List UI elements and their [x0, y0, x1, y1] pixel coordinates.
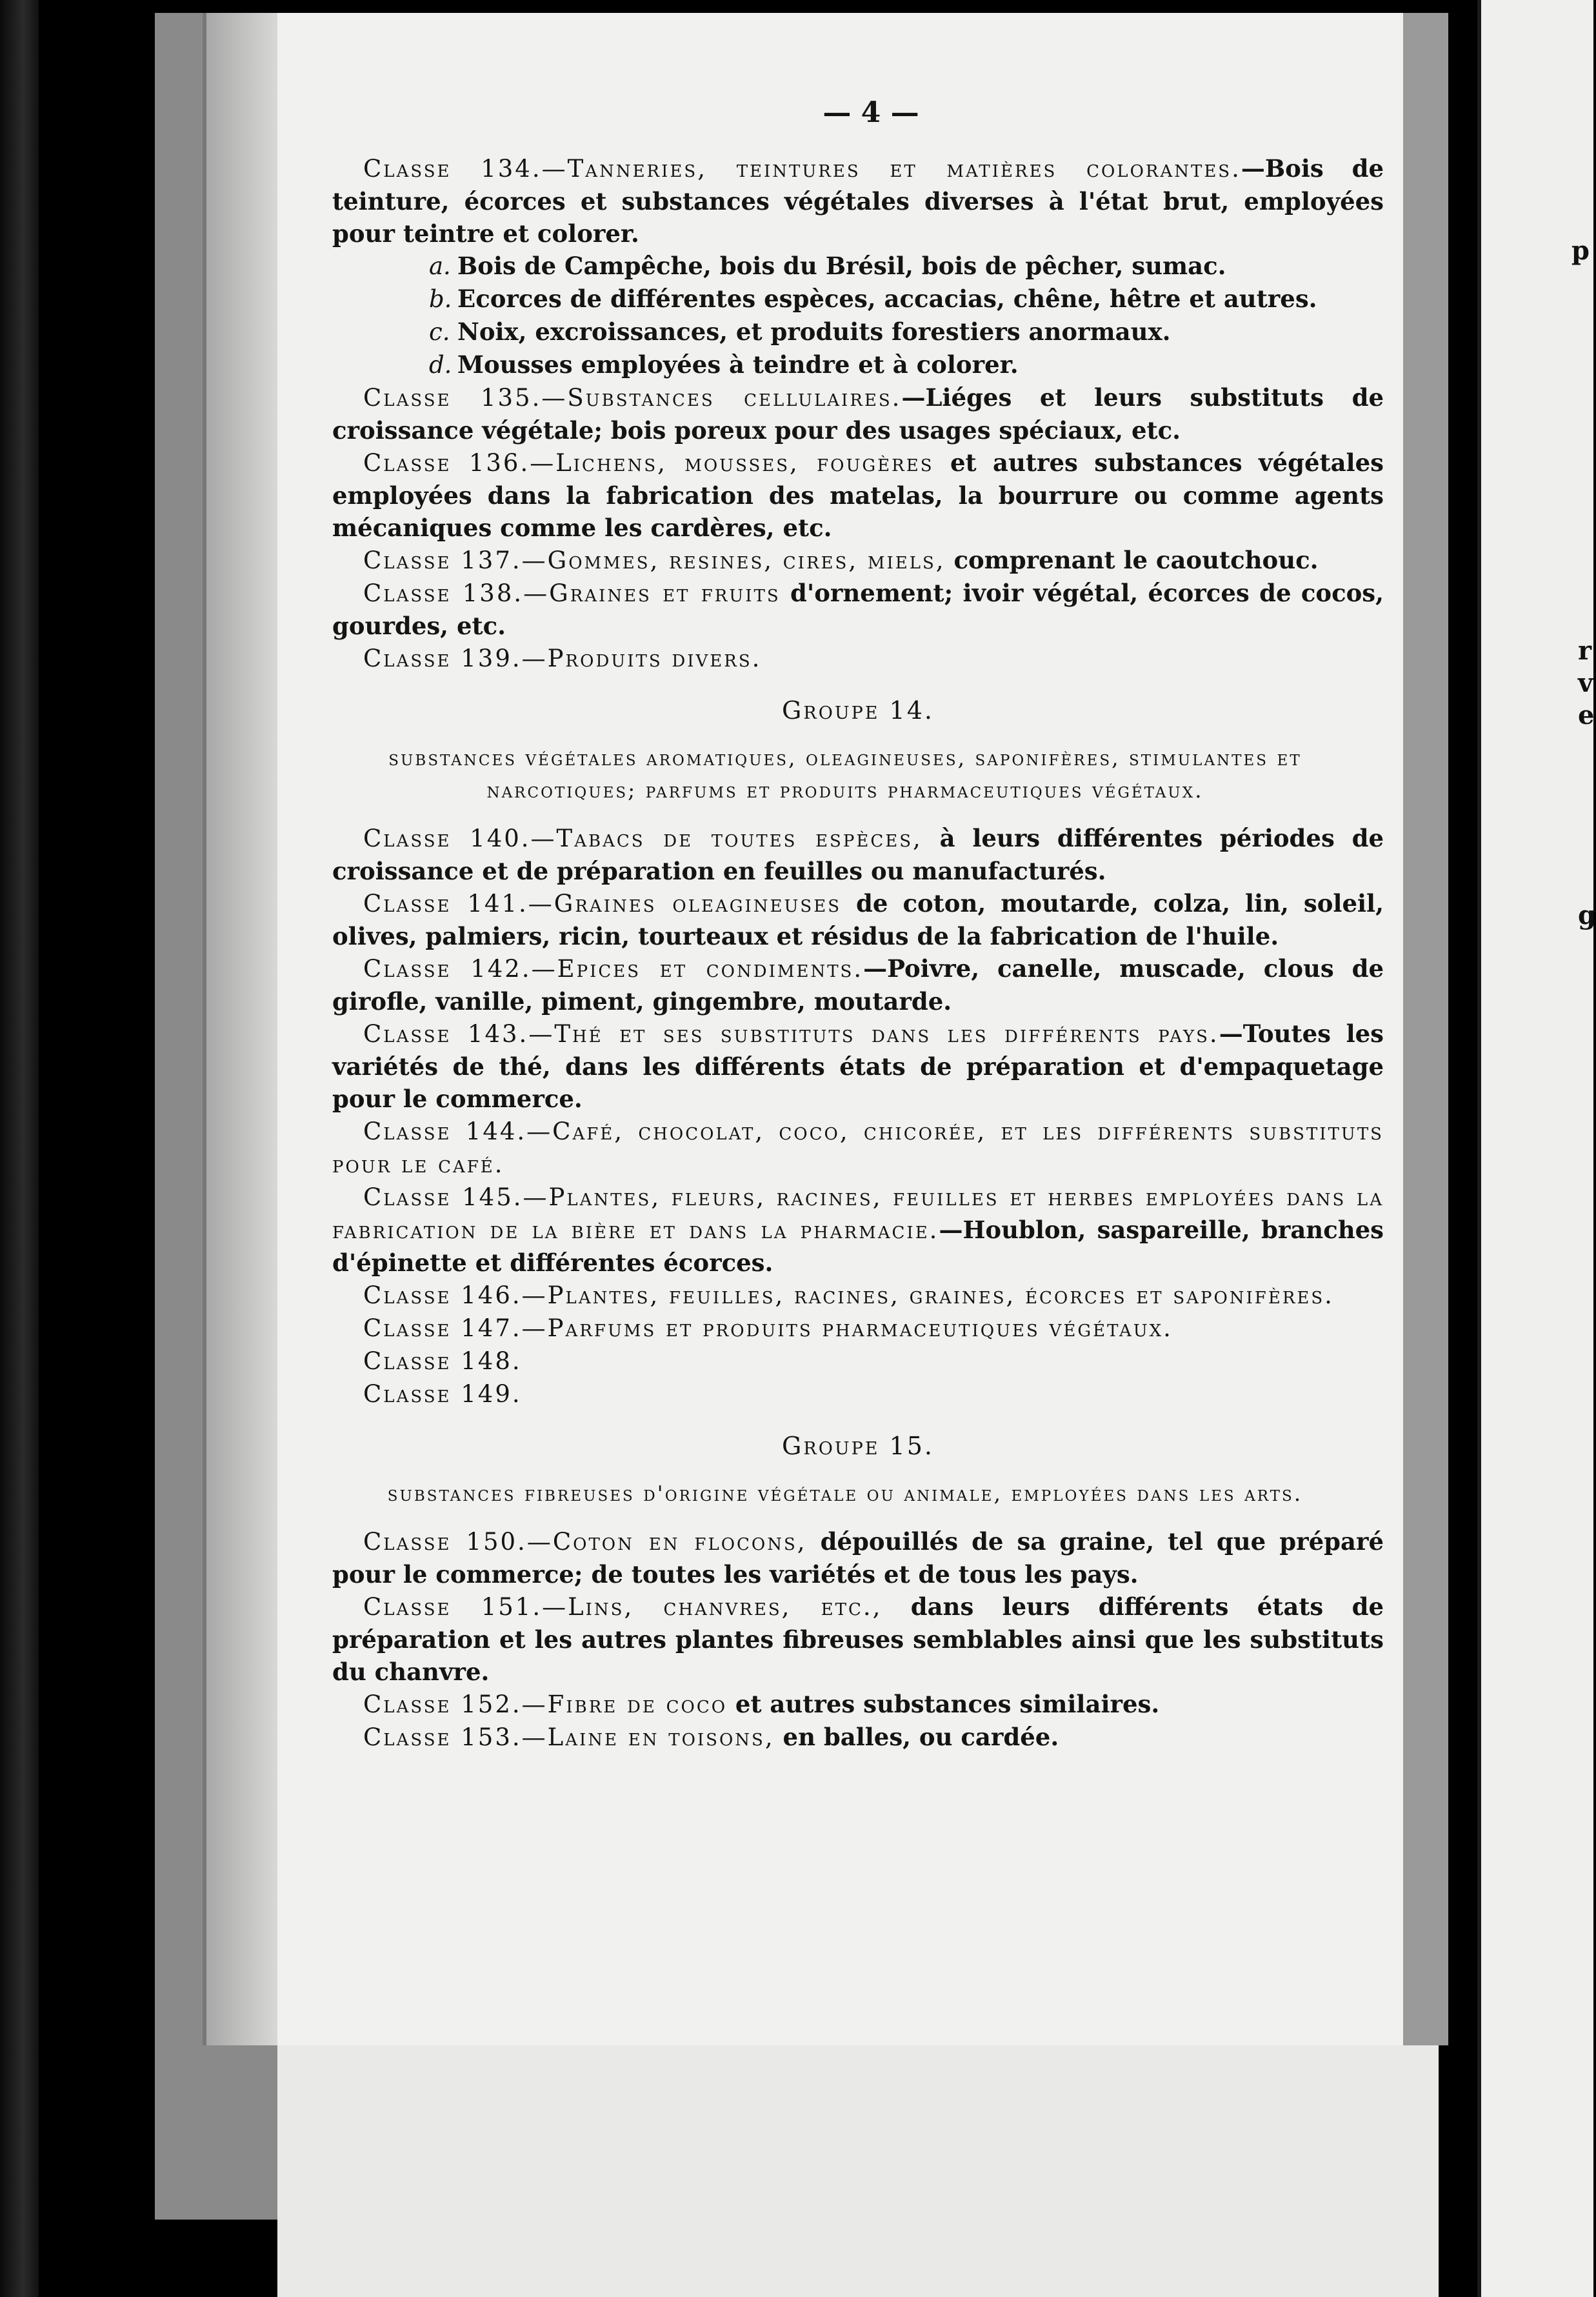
adjacent-page-fragment: g: [1578, 900, 1596, 930]
classe-text: dans leurs différents états de préparation et les autres plantes fibreuses semblables ainsi que les substituts du chanvre.: [332, 1592, 1384, 1686]
classe-entry: [332, 152, 1384, 250]
classe-heading: —Tanneries, teintures et matières colorantes.: [541, 155, 1241, 183]
classe-number: Classe 151.: [363, 1593, 543, 1621]
classe-entry: [332, 1345, 1384, 1378]
classe-heading: —Parfums et produits pharmaceutiques végétaux.: [521, 1314, 1173, 1342]
classe-heading: —Fibre de coco: [521, 1690, 728, 1718]
classe-entry: [332, 381, 1384, 446]
classe-number: Classe 140.: [363, 825, 531, 852]
classe-text: à leurs différentes périodes de croissance et de préparation en feuilles ou manufacturés.: [332, 824, 1384, 885]
classe-text: et autres substances similaires.: [727, 1690, 1160, 1718]
classe-entry: [332, 952, 1384, 1018]
sub-item-letter: c.: [429, 318, 450, 346]
classe-number: Classe 142.: [363, 955, 532, 983]
group-heading: Groupe 15.: [782, 1432, 934, 1460]
classe-entry: [332, 577, 1384, 642]
adjacent-page-edge: [1477, 0, 1596, 2297]
classe-number: Classe 146.: [363, 1281, 522, 1309]
classe-heading: —Graines oleagineuses: [528, 890, 842, 918]
sub-item-text: Bois de Campêche, bois du Brésil, bois de pêcher, sumac.: [457, 252, 1226, 280]
classe-heading: —Café, chocolat, coco, chicorée, et les différents substituts pour le café.: [332, 1118, 1384, 1178]
classe-number: Classe 143.: [363, 1020, 529, 1048]
classe-entry: [332, 887, 1384, 952]
classe-number: Classe 148.: [363, 1347, 522, 1375]
classe-number: Classe 141.: [363, 890, 528, 918]
classe-text: —Houblon, saspareille, branches d'épinette et différentes écorces.: [332, 1216, 1384, 1277]
classe-entry: [332, 1115, 1384, 1181]
classe-entry: [332, 1721, 1384, 1754]
classe-text: d'ornement; ivoir végétal, écorces de cocos, gourdes, etc.: [332, 579, 1384, 640]
classe-heading: —Tabacs de toutes espèces,: [530, 825, 923, 852]
scan-border-left: [0, 0, 39, 2297]
classe-entry: [332, 1590, 1384, 1688]
adjacent-page-fragment: e: [1578, 700, 1595, 730]
sub-item-text: Noix, excroissances, et produits forestiers anormaux.: [457, 317, 1171, 346]
classe-number: Classe 150.: [363, 1528, 527, 1556]
classe-heading: —Thé et ses substituts dans les différents pays.: [528, 1020, 1219, 1048]
group-description: substances fibreuses d'origine végétale ou animale, employées dans les arts.: [387, 1481, 1303, 1506]
classe-number: Classe 136.: [363, 449, 530, 477]
classe-text: —Poivre, canelle, muscade, clous de girofle, vanille, piment, gingembre, moutarde.: [332, 954, 1384, 1016]
classe-entry: [332, 1688, 1384, 1721]
group-description: substances végétales aromatiques, oleagineuses, saponifères, stimulantes et narcotiques; parfums et produits pharmaceutiques végétaux.: [388, 745, 1302, 803]
sub-item-letter: d.: [429, 351, 452, 379]
classe-text: de coton, moutarde, colza, lin, soleil, olives, palmiers, ricin, tourteaux et résidus de la fabrication de l'huile.: [332, 889, 1384, 950]
sub-item: [332, 283, 1384, 316]
classe-text: dépouillés de sa graine, tel que préparé pour le commerce; de toutes les variétés et de tous les pays.: [332, 1527, 1384, 1589]
classe-number: Classe 152.: [363, 1690, 522, 1718]
classe-heading: —Coton en flocons,: [526, 1528, 807, 1556]
classe-heading: —Produits divers.: [521, 645, 762, 672]
classe-text: comprenant le caoutchouc.: [945, 546, 1319, 574]
classe-entry: [332, 544, 1384, 577]
classe-heading: —Laine en toisons,: [521, 1723, 775, 1751]
adjacent-page-fragment: v: [1578, 668, 1593, 698]
classe-number: Classe 135.: [363, 384, 542, 412]
classe-text: en balles, ou cardée.: [774, 1723, 1059, 1751]
classe-heading: —Plantes, feuilles, racines, graines, écorces et saponifères.: [521, 1281, 1334, 1309]
classe-heading: —Substances cellulaires.: [541, 384, 902, 412]
classe-entry: [332, 1181, 1384, 1279]
sub-item-text: Ecorces de différentes espèces, accacias, chêne, hêtre et autres.: [457, 285, 1317, 313]
classe-entry: [332, 1279, 1384, 1312]
group-heading: Groupe 14.: [782, 696, 934, 725]
classe-entry: [332, 1378, 1384, 1410]
classe-text: —Toutes les variétés de thé, dans les différents états de préparation et d'empaquetage pour le commerce.: [332, 1019, 1384, 1113]
classe-heading: —Lichens, mousses, fougères: [530, 449, 934, 477]
page-number: — 4 —: [823, 96, 919, 129]
adjacent-page-fragment: r: [1578, 636, 1592, 666]
classe-entry: [332, 1018, 1384, 1115]
section-list: [332, 152, 1384, 1754]
classe-heading: —Epices et condiments.: [531, 955, 864, 983]
classe-number: Classe 153.: [363, 1723, 522, 1751]
sub-item: [332, 316, 1384, 348]
page-text: [332, 97, 1384, 1754]
classe-number: Classe 147.: [363, 1314, 522, 1342]
classe-number: Classe 139.: [363, 645, 522, 672]
sub-item-text: Mousses employées à teindre et à colorer.: [457, 350, 1019, 379]
classe-heading: —Gommes, resines, cires, miels,: [521, 547, 946, 574]
sub-item-letter: a.: [429, 252, 451, 280]
classe-heading: —Plantes, fleurs, racines, feuilles et herbes employées dans la fabrication de la bière et dans la pharmacie.: [332, 1183, 1384, 1244]
classe-entry: [332, 1525, 1384, 1590]
classe-entry: [332, 1312, 1384, 1345]
classe-entry: [332, 446, 1384, 544]
classe-number: Classe 145.: [363, 1183, 523, 1211]
classe-text: —Bois de teinture, écorces et substances végétales diverses à l'état brut, employées pour teintre et colorer.: [332, 154, 1384, 248]
sub-item-letter: b.: [429, 285, 452, 313]
classe-heading: —Lins, chanvres, etc.,: [542, 1593, 883, 1621]
classe-text: et autres substances végétales employées dans la fabrication des matelas, la bourrure ou comme agents mécaniques comme les cardères, etc.: [332, 448, 1384, 542]
classe-number: Classe 144.: [363, 1118, 527, 1145]
classe-number: Classe 137.: [363, 547, 522, 574]
classe-number: Classe 134.: [363, 155, 542, 183]
classe-number: Classe 149.: [363, 1380, 522, 1408]
classe-heading: —Graines et fruits: [523, 579, 781, 607]
classe-entry: [332, 822, 1384, 887]
lower-paper-strip: [277, 2045, 1439, 2297]
classe-text: —Liéges et leurs substituts de croissance végétale; bois poreux pour des usages spéciaux, etc.: [332, 383, 1384, 445]
sub-item: [332, 348, 1384, 381]
classe-entry: [332, 642, 1384, 675]
sub-item: [332, 250, 1384, 283]
classe-number: Classe 138.: [363, 579, 524, 607]
adjacent-page-fragment: p: [1571, 236, 1590, 266]
